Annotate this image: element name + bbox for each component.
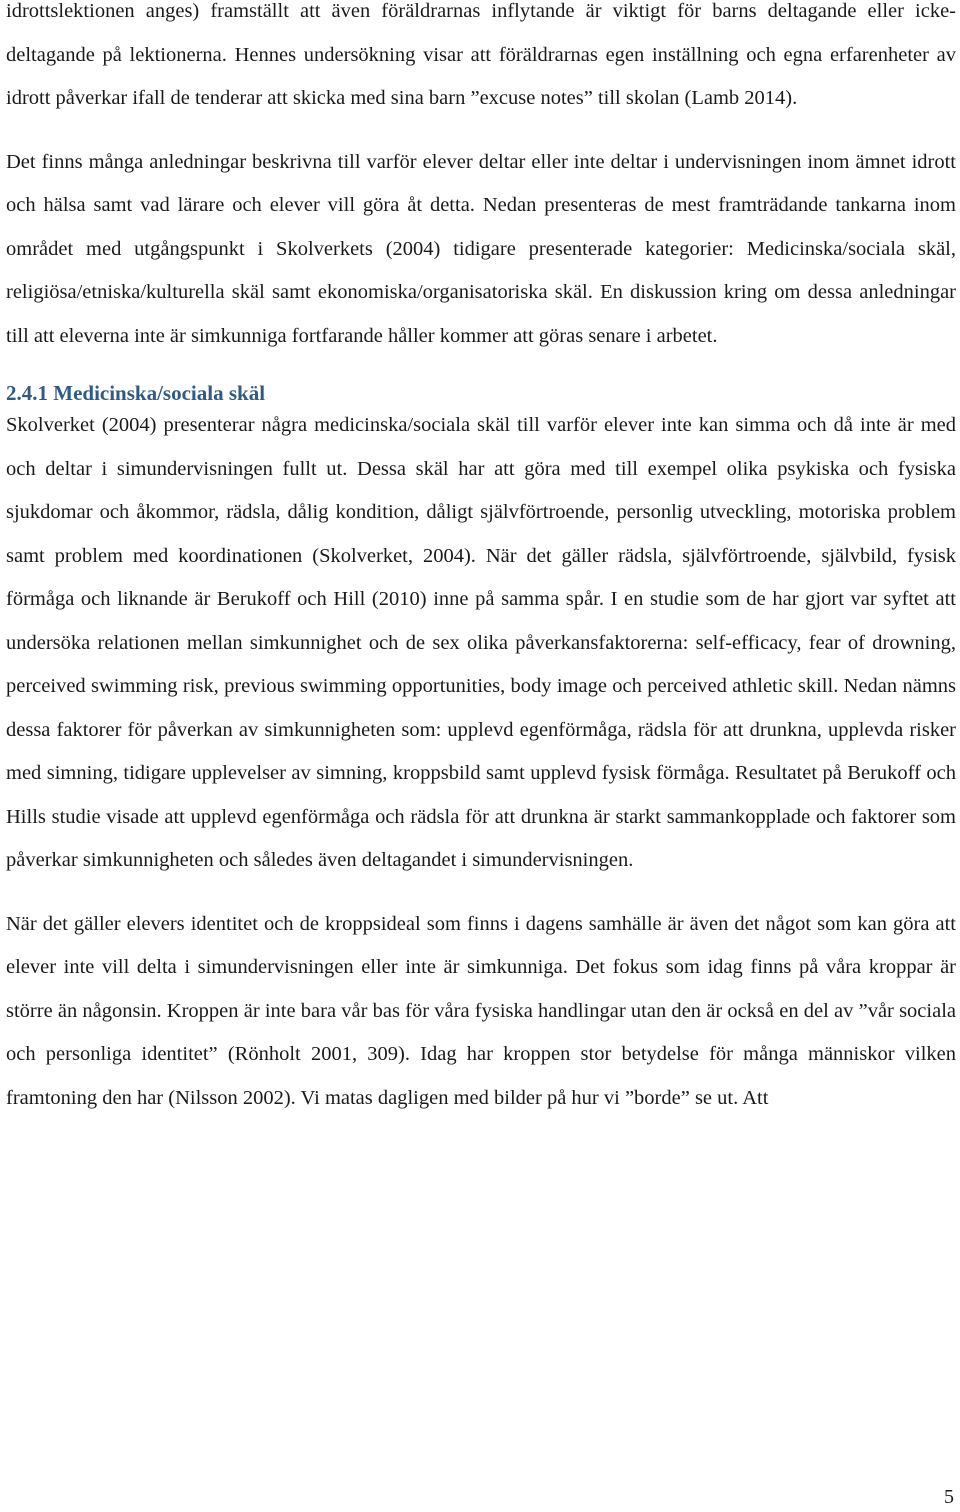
document-page <box>6 0 956 1120</box>
section-heading: 2.4.1 Medicinska/sociala skäl <box>6 381 266 405</box>
page-number: 5 <box>944 1486 954 1508</box>
paragraph-spacer <box>6 121 956 141</box>
paragraph-spacer <box>6 883 956 903</box>
paragraph-intro: idrottslektionen anges) framställt att även föräldrarnas inflytande är viktigt för barns deltagande eller icke-deltagande på lektionerna. Hennes undersökning visar att föräldrarnas egen inställning och egna erfarenheter av idrott påverkar ifall de tenderar att skicka med sina barn ”excuse notes” till skolan (Lamb 2014). <box>6 0 956 109</box>
paragraph-reasons: Det finns många anledningar beskrivna till varför elever deltar eller inte deltar i undervisningen inom ämnet idrott och hälsa samt vad lärare och elever vill göra åt detta. Nedan presenteras de mest framträdande tankarna inom området med utgångspunkt i Skolverkets (2004) tidigare presenterade kategorier: Medicinska/sociala skäl, religiösa/etniska/kulturella skäl samt ekonomiska/organisatoriska skäl. En diskussion kring om dessa anledningar till att eleverna inte är simkunniga fortfarande håller kommer att göras senare i arbetet. <box>6 150 956 347</box>
paragraph-medical-social: Skolverket (2004) presenterar några medicinska/sociala skäl till varför elever inte kan simma och då inte är med och deltar i simundervisningen fullt ut. Dessa skäl har att göra med till exempel olika psykiska och fysiska sjukdomar och åkommor, rädsla, dålig kondition, dåligt självförtroende, personlig utveckling, motoriska problem samt problem med koordinationen (Skolverket, 2004). När det gäller rädsla, självförtroende, självbild, fysisk förmåga och liknande är Berukoff och Hill (2010) inne på samma spår. I en studie som de har gjort var syftet att undersöka relationen mellan simkunnighet och de sex olika påverkansfaktorerna: self-efficacy, fear of drowning, perceived swimming risk, previous swimming opportunities, body image och perceived athletic skill. Nedan nämns dessa faktorer för påverkan av simkunnigheten som: upplevd egenförmåga, rädsla för att drunkna, upplevda risker med simning, tidigare upplevelser av simning, kroppsbild samt upplevd fysisk förmåga. Resultatet på Berukoff och Hills studie visade att upplevd egenförmåga och rädsla för att drunkna är starkt sammankopplade och faktorer som påverkar simkunnigheten och således även deltagandet i simundervisningen. <box>6 414 956 871</box>
paragraph-identity: När det gäller elevers identitet och de kroppsideal som finns i dagens samhälle är även det något som kan göra att elever inte vill delta i simundervisningen eller inte är simkunniga. Det fokus som idag finns på våra kroppar är större än någonsin. Kroppen är inte bara vår bas för våra fysiska handlingar utan den är också en del av ”vår sociala och personliga identitet” (Rönholt 2001, 309). Idag har kroppen stor betydelse för många människor vilken framtoning den har (Nilsson 2002). Vi matas dagligen med bilder på hur vi ”borde” se ut. Att <box>6 912 956 1109</box>
paragraph-spacer <box>6 358 956 378</box>
